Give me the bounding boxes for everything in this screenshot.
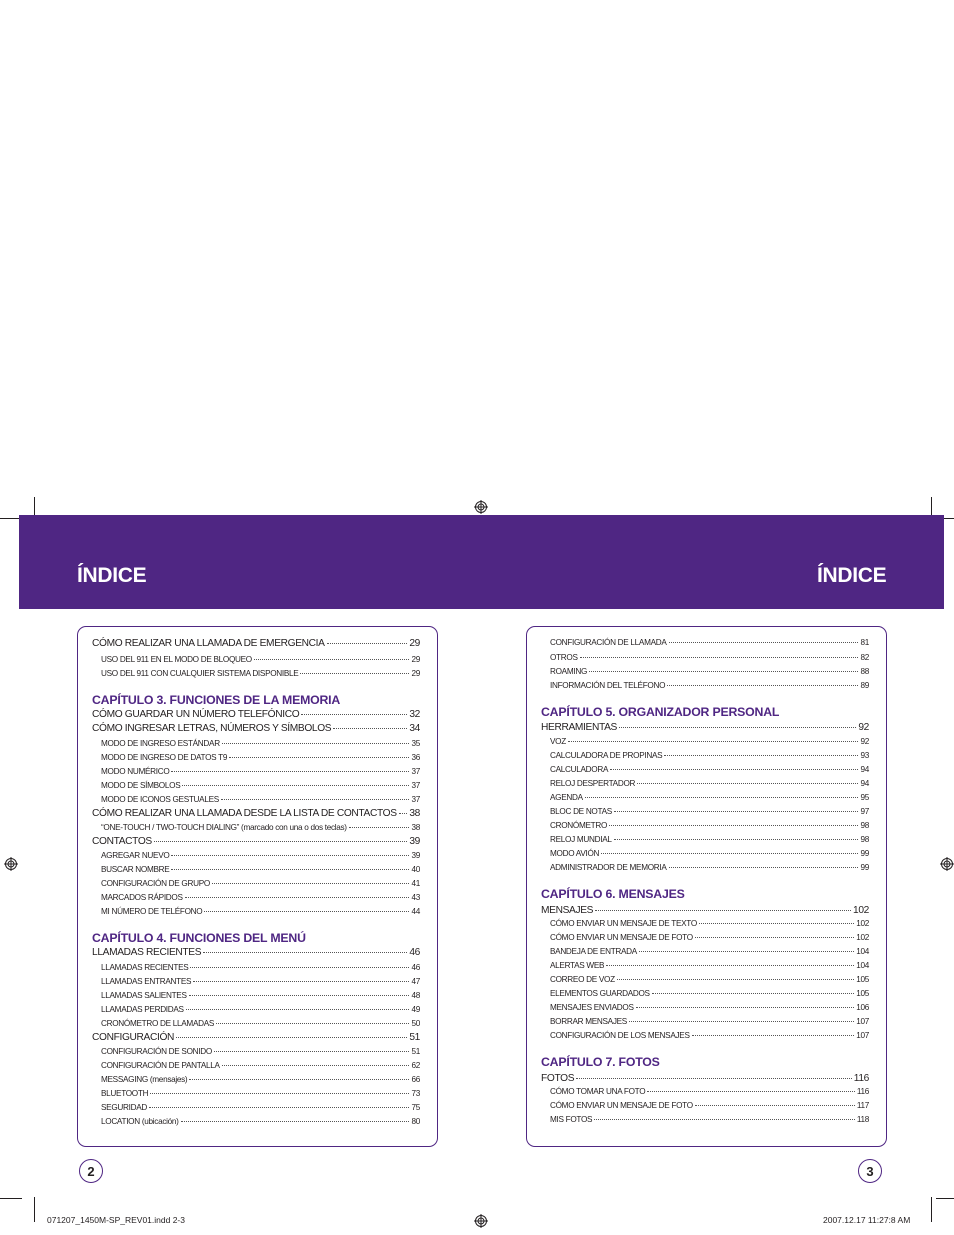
toc-entry-title: LLAMADAS ENTRANTES: [101, 977, 192, 986]
dot-leader: [300, 673, 409, 674]
dot-leader: [150, 1093, 409, 1094]
toc-entry-page: 35: [411, 739, 420, 748]
dot-leader: [229, 757, 409, 758]
toc-entry[interactable]: [92, 723, 420, 734]
header-banner: [19, 515, 944, 609]
toc-entry-title: MODO DE INGRESO ESTÁNDAR: [101, 739, 220, 748]
toc-entry-page: 39: [411, 851, 420, 860]
toc-entry-title: LLAMADAS PERDIDAS: [101, 1005, 184, 1014]
toc-entry[interactable]: [541, 751, 869, 760]
toc-entry[interactable]: [92, 1032, 420, 1043]
toc-entry-page: 34: [409, 723, 420, 734]
dot-leader: [601, 853, 858, 854]
toc-entry-page: 73: [411, 1089, 420, 1098]
toc-entry-page: 105: [856, 975, 869, 984]
toc-entry-title: USO DEL 911 EN EL MODO DE BLOQUEO: [101, 655, 252, 664]
toc-entry-title: CÓMO REALIZAR UNA LLAMADA DESDE LA LISTA DE CONTACTOS: [92, 808, 397, 819]
toc-entry-title: ADMINISTRADOR DE MEMORIA: [550, 863, 667, 872]
toc-entry[interactable]: [541, 835, 869, 844]
dot-leader: [185, 897, 410, 898]
toc-entry-title: CONFIGURACIÓN DE PANTALLA: [101, 1061, 220, 1070]
toc-entry-title: OTROS: [550, 653, 578, 662]
dot-leader: [154, 841, 407, 842]
toc-entry[interactable]: [92, 795, 420, 804]
toc-entry-title: FOTOS: [541, 1073, 575, 1084]
toc-entry-page: 62: [411, 1061, 420, 1070]
dot-leader: [669, 642, 859, 643]
toc-entry[interactable]: [541, 863, 869, 872]
toc-entry[interactable]: [92, 753, 420, 762]
toc-entry-page: 95: [860, 793, 869, 802]
toc-entry[interactable]: [92, 836, 420, 847]
toc-entry-title: CÓMO TOMAR UNA FOTO: [550, 1087, 646, 1096]
dot-leader: [216, 1023, 409, 1024]
toc-entry[interactable]: [541, 849, 869, 858]
toc-entry[interactable]: [92, 739, 420, 748]
toc-entry-title: MARCADOS RÁPIDOS: [101, 893, 183, 902]
toc-entry[interactable]: [92, 907, 420, 916]
toc-entry[interactable]: [541, 765, 869, 774]
toc-entry-title: CALCULADORA DE PROPINAS: [550, 751, 663, 760]
dot-leader: [349, 827, 410, 828]
toc-entry[interactable]: [541, 975, 869, 984]
toc-entry-page: 92: [860, 737, 869, 746]
toc-entry[interactable]: [92, 879, 420, 888]
dot-leader: [171, 869, 409, 870]
dot-leader: [222, 743, 410, 744]
dot-leader: [214, 1051, 410, 1052]
dot-leader: [699, 923, 854, 924]
toc-entry-title: CRONÓMETRO DE LLAMADAS: [101, 1019, 215, 1028]
toc-entry-page: 50: [411, 1019, 420, 1028]
dot-leader: [189, 995, 410, 996]
toc-entry-title: CONFIGURACIÓN DE LOS MENSAJES: [550, 1031, 690, 1040]
chapter-heading: CAPÍTULO 6. MENSAJES: [541, 887, 685, 901]
toc-entry-page: 98: [860, 835, 869, 844]
registration-mark-icon: [474, 1214, 488, 1228]
toc-entry[interactable]: [541, 905, 869, 916]
dot-leader: [171, 771, 409, 772]
dot-leader: [594, 1119, 855, 1120]
toc-box-left: [77, 626, 438, 1147]
toc-entry-page: 92: [858, 722, 869, 733]
toc-entry-title: BORRAR MENSAJES: [550, 1017, 627, 1026]
chapter-heading: CAPÍTULO 4. FUNCIONES DEL MENÚ: [92, 931, 306, 945]
toc-entry-page: 117: [856, 1101, 869, 1110]
registration-mark-icon: [474, 500, 488, 514]
toc-entry-title: BANDEJA DE ENTRADA: [550, 947, 637, 956]
dot-leader: [647, 1091, 855, 1092]
toc-entry[interactable]: [92, 1075, 420, 1084]
toc-entry-page: 32: [409, 709, 420, 720]
dot-leader: [221, 799, 410, 800]
toc-entry[interactable]: [92, 1103, 420, 1112]
toc-entry-title: MODO NUMÉRICO: [101, 767, 170, 776]
toc-entry-title: CÓMO ENVIAR UN MENSAJE DE FOTO: [550, 933, 693, 942]
toc-entry-title: VOZ: [550, 737, 566, 746]
toc-entry-page: 93: [860, 751, 869, 760]
dot-leader: [614, 839, 859, 840]
toc-entry-title: CONFIGURACIÓN DE SONIDO: [101, 1047, 212, 1056]
dot-leader: [639, 951, 854, 952]
toc-entry[interactable]: [92, 1089, 420, 1098]
toc-entry[interactable]: [92, 709, 420, 720]
toc-entry-page: 48: [411, 991, 420, 1000]
toc-entry-page: 37: [411, 781, 420, 790]
toc-entry-title: RELOJ MUNDIAL: [550, 835, 612, 844]
toc-entry-title: BLUETOOTH: [101, 1089, 149, 1098]
toc-entry-page: 37: [411, 767, 420, 776]
toc-entry[interactable]: [541, 793, 869, 802]
toc-entry[interactable]: [92, 977, 420, 986]
toc-entry-page: 46: [411, 963, 420, 972]
toc-entry-title: MODO DE SÍMBOLOS: [101, 781, 181, 790]
toc-entry-page: 102: [853, 905, 869, 916]
toc-entry-page: 66: [411, 1075, 420, 1084]
dot-leader: [636, 1007, 855, 1008]
toc-entry-page: 38: [411, 823, 420, 832]
toc-entry-page: 89: [860, 681, 869, 690]
dot-leader: [333, 728, 407, 729]
toc-entry[interactable]: [541, 681, 869, 690]
page-number-right: 3: [858, 1159, 882, 1183]
toc-entry[interactable]: [541, 779, 869, 788]
toc-entry[interactable]: [541, 989, 869, 998]
dot-leader: [669, 867, 859, 868]
toc-entry-title: CÓMO INGRESAR LETRAS, NÚMEROS Y SÍMBOLOS: [92, 723, 332, 734]
toc-entry[interactable]: [541, 919, 869, 928]
toc-entry-page: 104: [856, 961, 869, 970]
toc-entry-page: 81: [860, 638, 869, 647]
toc-entry-page: 104: [856, 947, 869, 956]
toc-entry-title: CÓMO ENVIAR UN MENSAJE DE TEXTO: [550, 919, 697, 928]
toc-entry[interactable]: [541, 1115, 869, 1124]
toc-entry-title: MENSAJES ENVIADOS: [550, 1003, 634, 1012]
toc-entry-page: 39: [409, 836, 420, 847]
crop-mark: [931, 1197, 932, 1222]
toc-entry[interactable]: [92, 851, 420, 860]
dot-leader: [692, 1035, 855, 1036]
toc-entry[interactable]: [541, 1003, 869, 1012]
toc-entry[interactable]: [541, 737, 869, 746]
toc-entry-page: 38: [409, 808, 420, 819]
toc-entry-title: CÓMO REALIZAR UNA LLAMADA DE EMERGENCIA: [92, 638, 325, 649]
toc-entry-title: LLAMADAS RECIENTES: [101, 963, 189, 972]
toc-entry-page: 40: [411, 865, 420, 874]
toc-entry-title: CÓMO GUARDAR UN NÚMERO TELEFÓNICO: [92, 709, 300, 720]
slug-date: 2007.12.17 11:27:8 AM: [823, 1215, 911, 1225]
dot-leader: [664, 755, 858, 756]
dot-leader: [695, 1105, 855, 1106]
toc-entry-page: 94: [860, 765, 869, 774]
dot-leader: [189, 1079, 409, 1080]
dot-leader: [203, 952, 407, 953]
dot-leader: [652, 993, 855, 994]
dot-leader: [193, 981, 409, 982]
toc-entry-page: 80: [411, 1117, 420, 1126]
dot-leader: [568, 741, 859, 742]
dot-leader: [254, 659, 410, 660]
toc-entry-page: 99: [860, 849, 869, 858]
toc-entry-page: 82: [860, 653, 869, 662]
toc-entry-page: 29: [409, 638, 420, 649]
toc-entry-title: “ONE-TOUCH / TWO-TOUCH DIALING” (marcado con una o dos teclas): [101, 823, 347, 832]
toc-entry[interactable]: [92, 823, 420, 832]
dot-leader: [585, 797, 859, 798]
toc-entry-page: 29: [411, 655, 420, 664]
toc-entry-title: CONTACTOS: [92, 836, 152, 847]
toc-entry-page: 94: [860, 779, 869, 788]
dot-leader: [182, 785, 409, 786]
toc-entry[interactable]: [92, 947, 420, 958]
dot-leader: [212, 883, 410, 884]
toc-entry[interactable]: [541, 1017, 869, 1026]
slug-filename: 071207_1450M-SP_REV01.indd 2-3: [47, 1215, 185, 1225]
dot-leader: [580, 657, 859, 658]
toc-entry-page: 46: [409, 947, 420, 958]
dot-leader: [181, 1121, 410, 1122]
toc-entry-page: 51: [409, 1032, 420, 1043]
toc-entry[interactable]: [92, 865, 420, 874]
toc-entry-page: 116: [853, 1073, 869, 1084]
dot-leader: [399, 813, 408, 814]
toc-entry-title: LOCATION (ubicación): [101, 1117, 179, 1126]
toc-entry-title: MODO DE ICONOS GESTUALES: [101, 795, 219, 804]
toc-entry[interactable]: [92, 893, 420, 902]
toc-entry[interactable]: [541, 653, 869, 662]
dot-leader: [617, 979, 854, 980]
dot-leader: [301, 714, 407, 715]
toc-entry[interactable]: [541, 667, 869, 676]
toc-entry[interactable]: [541, 1031, 869, 1040]
toc-entry-title: MESSAGING (mensajes): [101, 1075, 188, 1084]
toc-entry[interactable]: [541, 1087, 869, 1096]
toc-entry-page: 99: [860, 863, 869, 872]
toc-entry-page: 106: [856, 1003, 869, 1012]
dot-leader: [619, 727, 856, 728]
crop-mark: [936, 1198, 954, 1199]
dot-leader: [149, 1107, 410, 1108]
toc-entry-title: BUSCAR NOMBRE: [101, 865, 170, 874]
dot-leader: [222, 1065, 410, 1066]
chapter-heading: CAPÍTULO 3. FUNCIONES DE LA MEMORIA: [92, 693, 341, 707]
dot-leader: [606, 965, 854, 966]
toc-entry-title: CRONÓMETRO: [550, 821, 608, 830]
dot-leader: [204, 911, 409, 912]
toc-entry-title: RELOJ DESPERTADOR: [550, 779, 636, 788]
registration-mark-icon: [940, 857, 954, 871]
toc-entry-title: CALCULADORA: [550, 765, 609, 774]
toc-entry-title: MENSAJES: [541, 905, 594, 916]
toc-entry-title: CONFIGURACIÓN DE LLAMADA: [550, 638, 667, 647]
dot-leader: [327, 643, 408, 644]
toc-entry[interactable]: [92, 963, 420, 972]
dot-leader: [695, 937, 854, 938]
toc-entry-page: 102: [856, 919, 869, 928]
dot-leader: [595, 910, 851, 911]
toc-entry[interactable]: [92, 669, 420, 678]
toc-entry-title: ALERTAS WEB: [550, 961, 605, 970]
toc-entry-title: CÓMO ENVIAR UN MENSAJE DE FOTO: [550, 1101, 693, 1110]
toc-entry-title: BLOC DE NOTAS: [550, 807, 612, 816]
dot-leader: [614, 811, 859, 812]
toc-entry-page: 37: [411, 795, 420, 804]
toc-entry-title: MIS FOTOS: [550, 1115, 593, 1124]
toc-entry-page: 116: [856, 1087, 869, 1096]
toc-entry-page: 29: [411, 669, 420, 678]
toc-entry[interactable]: [541, 821, 869, 830]
toc-entry[interactable]: [92, 808, 420, 819]
toc-entry[interactable]: [541, 933, 869, 942]
toc-entry-page: 107: [856, 1017, 869, 1026]
toc-entry[interactable]: [541, 638, 869, 647]
toc-entry[interactable]: [541, 947, 869, 956]
toc-entry-page: 105: [856, 989, 869, 998]
toc-entry-page: 107: [856, 1031, 869, 1040]
toc-entry-title: CORREO DE VOZ: [550, 975, 615, 984]
toc-entry-title: HERRAMIENTAS: [541, 722, 617, 733]
toc-entry-title: MODO AVIÓN: [550, 849, 600, 858]
toc-entry[interactable]: [92, 1047, 420, 1056]
toc-entry-page: 118: [856, 1115, 869, 1124]
toc-entry[interactable]: [92, 1005, 420, 1014]
toc-entry-page: 102: [856, 933, 869, 942]
dot-leader: [589, 671, 858, 672]
chapter-heading: CAPÍTULO 5. ORGANIZADOR PERSONAL: [541, 705, 780, 719]
toc-entry-page: 88: [860, 667, 869, 676]
toc-entry-page: 47: [411, 977, 420, 986]
toc-entry[interactable]: [92, 1117, 420, 1126]
dot-leader: [176, 1037, 407, 1038]
toc-entry-page: 41: [411, 879, 420, 888]
toc-entry[interactable]: [541, 961, 869, 970]
dot-leader: [576, 1078, 852, 1079]
toc-entry[interactable]: [92, 767, 420, 776]
toc-entry-title: AGENDA: [550, 793, 583, 802]
toc-entry-title: ELEMENTOS GUARDADOS: [550, 989, 650, 998]
dot-leader: [667, 685, 858, 686]
toc-entry[interactable]: [92, 781, 420, 790]
toc-entry-page: 51: [411, 1047, 420, 1056]
toc-entry-title: MODO DE INGRESO DE DATOS T9: [101, 753, 228, 762]
toc-entry-title: MI NÚMERO DE TELÉFONO: [101, 907, 203, 916]
toc-entry-page: 43: [411, 893, 420, 902]
toc-entry[interactable]: [92, 991, 420, 1000]
toc-entry-title: CONFIGURACIÓN: [92, 1032, 175, 1043]
dot-leader: [637, 783, 858, 784]
toc-entry[interactable]: [541, 722, 869, 733]
dot-leader: [610, 769, 858, 770]
page-title-right: ÍNDICE: [817, 564, 887, 587]
dot-leader: [190, 967, 409, 968]
toc-entry[interactable]: [92, 1061, 420, 1070]
toc-entry-page: 97: [860, 807, 869, 816]
toc-entry-title: SEGURIDAD: [101, 1103, 147, 1112]
toc-entry-page: 49: [411, 1005, 420, 1014]
dot-leader: [171, 855, 409, 856]
registration-mark-icon: [4, 857, 18, 871]
toc-entry[interactable]: [92, 655, 420, 664]
toc-entry[interactable]: [541, 807, 869, 816]
page-title-left: ÍNDICE: [77, 564, 147, 587]
dot-leader: [629, 1021, 854, 1022]
toc-box-right: [526, 626, 887, 1147]
toc-entry-title: USO DEL 911 CON CUALQUIER SISTEMA DISPONIBLE: [101, 669, 299, 678]
toc-entry-page: 75: [411, 1103, 420, 1112]
toc-entry-page: 98: [860, 821, 869, 830]
toc-entry-page: 44: [411, 907, 420, 916]
toc-entry-title: INFORMACIÓN DEL TELÉFONO: [550, 681, 666, 690]
chapter-heading: CAPÍTULO 7. FOTOS: [541, 1055, 660, 1069]
toc-entry-title: LLAMADAS SALIENTES: [101, 991, 187, 1000]
toc-entry-title: AGREGAR NUEVO: [101, 851, 170, 860]
crop-mark: [34, 1197, 35, 1222]
crop-mark: [0, 1198, 22, 1199]
toc-entry-title: CONFIGURACIÓN DE GRUPO: [101, 879, 210, 888]
toc-entry[interactable]: [92, 1019, 420, 1028]
toc-entry[interactable]: [92, 638, 420, 649]
toc-entry-page: 36: [411, 753, 420, 762]
page-number-left: 2: [79, 1159, 103, 1183]
dot-leader: [609, 825, 858, 826]
toc-entry[interactable]: [541, 1073, 869, 1084]
toc-entry-title: ROAMING: [550, 667, 588, 676]
dot-leader: [186, 1009, 410, 1010]
toc-entry[interactable]: [541, 1101, 869, 1110]
toc-entry-title: LLAMADAS RECIENTES: [92, 947, 202, 958]
